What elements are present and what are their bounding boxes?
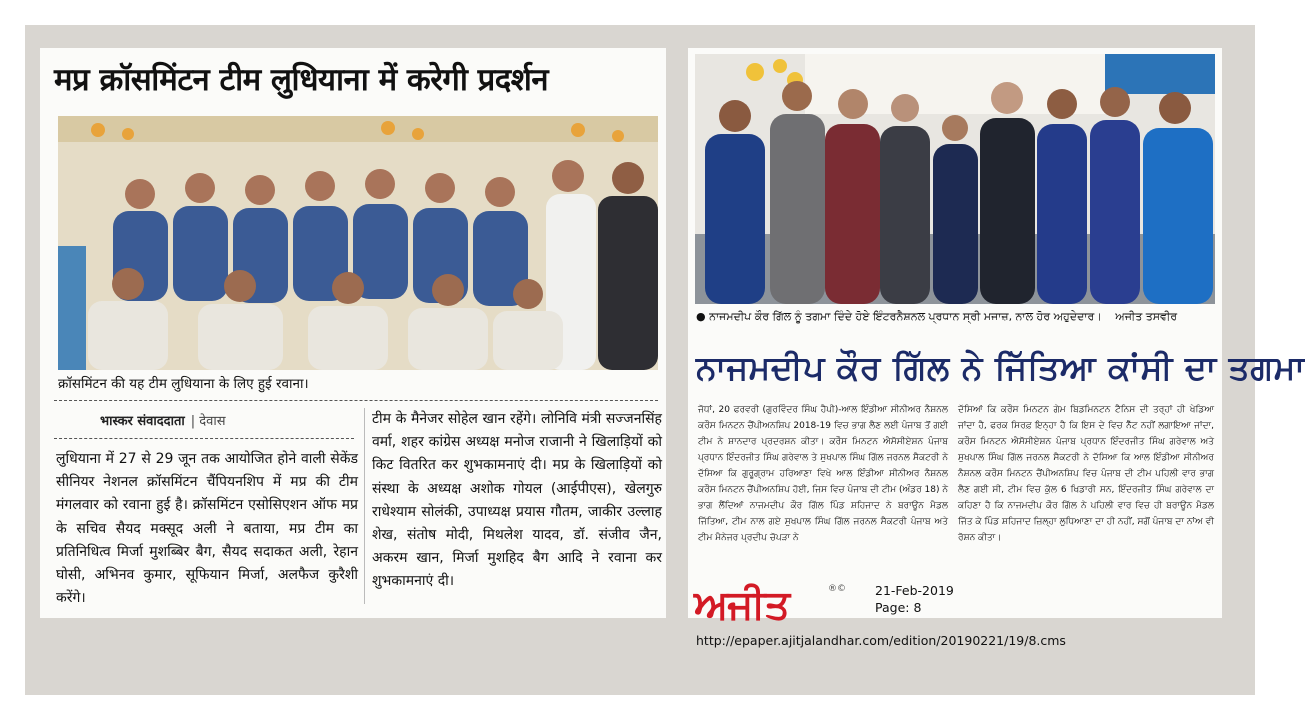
- team-photo-illustration: [58, 116, 658, 370]
- byline-underline: [54, 438, 354, 439]
- medal-ceremony-photo: [695, 54, 1215, 304]
- caption-bullet-icon: ●: [696, 310, 706, 323]
- hindi-body-column-2: टीम के मैनेजर सोहेल खान रहेंगे। लोनिवि मंत्री सज्जनसिंह वर्मा, शहर कांग्रेस अध्यक्ष मनोज राजानी ने खिलाड़ियों को किट वितरित कर शुभकामनाएं दी। मप्र के खिलाड़ियों को संस्था के अध्यक्ष अशोक गोयल (आईपीएस), खेलगुरु राधेश्याम सोलंकी, उपाध्यक्ष प्रयास गौतम, जाकीर उल्लाह शेख, संतोष मोदी, मिथलेश यादव, डॉ. संजीव जैन, अकरम खान, मिर्जा मुशहिद बैग आदि ने रवाना कर शुभकामनाएं दी।: [372, 411, 662, 590]
- punjabi-headline: ਨਾਜਮਦੀਪ ਕੌਰ ਗਿੱਲ ਨੇ ਜਿੱਤਿਆ ਕਾਂਸੀ ਦਾ ਤਗਮਾ: [696, 348, 1305, 387]
- hindi-photo-caption: क्रॉसमिंटन की यह टीम लुधियाना के लिए हुई रवाना।: [58, 376, 309, 392]
- hindi-headline: मप्र क्रॉसमिंटन टीम लुधियाना में करेगी प्रदर्शन: [54, 62, 549, 98]
- byline: [100, 411, 226, 429]
- ceremony-photo-illustration: [695, 54, 1215, 304]
- photo-credit: ਅਜੀਤ ਤਸਵੀਰ: [1115, 310, 1178, 323]
- epaper-url: http://epaper.ajitjalandhar.com/edition/20190221/19/8.cms: [696, 633, 1066, 648]
- punjabi-body-column-2: ਦੱਸਿਆਂ ਕਿ ਕਰੌਸ ਮਿਨਟਨ ਗੇਮ ਬਿਡਮਿਨਟਨ ਟੈਨਿਸ ਦੀ ਤਰ੍ਹਾਂ ਹੀ ਖੇਡਿਆ ਜਾਂਦਾ ਹੈ, ਫਰਕ ਸਿਰਫ਼ ਇਨ੍ਹਾ ਹੈ ਕਿ ਇਸ ਦੇ ਵਿਚ ਨੈੱਟ ਨਹੀਂ ਲਗਾਇਆ ਜਾਂਦਾ, ਕਰੌਸ ਮਿਨਟਨ ਐਸੋਸੀਏਸ਼ਨ ਪੰਜਾਬ ਪ੍ਰਧਾਨ ਇੰਦਰਜੀਤ ਸਿੰਘ ਗਰੇਵਾਲ ਅਤੇ ਸੁਖਪਾਲ ਸਿੰਘ ਗਿੱਲ ਜਰਨਲ ਸੈਕਟਰੀ ਨੇ ਦੱਸਿਆ ਕਿ ਆਲ ਇੰਡੀਆ ਸੀਨੀਅਰ ਨੈਸ਼ਨਲ ਕਰੌਸ ਮਿਨਟਨ ਚੈਂਪੀਅਨਸ਼ਿਪ ਵਿਚ ਪੰਜਾਬ ਦੀ ਟੀਮ ਪਹਿਲੀ ਵਾਰ ਭਾਗ ਲੈਣ ਗਈ ਸੀ, ਟੀਮ ਵਿਚ ਕੁੱਲ 6 ਖਿਡਾਰੀ ਸਨ, ਇੰਦਰਜੀਤ ਸਿੰਘ ਗਰੇਵਾਲ ਦਾ ਕਹਿਣਾ ਹੈ ਕਿ ਨਾਜਮਦੀਪ ਕੌਰ ਗਿੱਲ ਨੇ ਪਹਿਲੀ ਵਾਰ ਵਿਚ ਹੀ ਬਰਾਊਨ ਮੈਡਲ ਜਿੱਤ ਕੇ ਪਿੰਡ ਸ਼ਹਿਜਾਦ ਜ਼ਿਲ੍ਹਾ ਲੁਧਿਆਣਾ ਦਾ ਹੀ ਨਹੀਂ, ਸਗੋਂ ਪੰਜਾਬ ਦਾ ਨਾਂਅ ਵੀ ਰੋਸ਼ਨ ਕੀਤਾ।: [958, 405, 1214, 543]
- column-separator: [364, 408, 365, 604]
- edition-page: Page: 8: [875, 600, 922, 615]
- byline-name: भास्कर संवाददाता: [100, 414, 185, 429]
- separator-dashed: [54, 400, 658, 401]
- punjabi-news-clipping: [688, 48, 1305, 648]
- caption-text: ਨਾਜਮਦੀਪ ਕੌਰ ਗਿੱਲ ਨੂੰ ਤਗਮਾ ਦਿੰਦੇ ਹੋਏ ਇੰਟਰਨੈਸ਼ਨਲ ਪ੍ਰਧਾਨ ਸ੍ਰੀ ਮਜਾਜ਼, ਨਾਲ ਹੋਰ ਅਹੁਦੇਦਾਰ।: [709, 310, 1102, 323]
- hindi-body-column-1: लुधियाना में 27 से 29 जून तक आयोजित होने वाली सेकेंड सीनियर नेशनल क्रॉसमिंटन चैंपियनशिप में मप्र की टीम मंगलवार को रवाना हुई है। क्रॉसमिंटन एसोसिएशन ऑफ मप्र के सचिव सैयद मक्सूद अली ने बताया, मप्र टीम का प्रतिनिधित्व मिर्जा मुशब्बिर बैग, सैयद सदाकत अली, रेहान घोसी, अभिनव कुमार, सूफियान मिर्जा, अलफैज कुरैशी करेंगे।: [56, 451, 358, 607]
- edition-info: [875, 582, 954, 616]
- hindi-news-clipping: [40, 48, 666, 618]
- punjabi-body-column-1: ਜੋਧਾਂ, 20 ਫਰਵਰੀ (ਗੁਰਵਿੰਦਰ ਸਿੰਘ ਹੈਪੀ)-ਆਲ ਇੰਡੀਆ ਸੀਨੀਅਰ ਨੈਸ਼ਨਲ ਕਰੌਸ ਮਿਨਟਨ ਚੈਂਪੀਅਨਸ਼ਿਪ 2018-19 ਵਿਚ ਭਾਗ ਲੈਣ ਲਈ ਪੰਜਾਬ ਤੋਂ ਗਈ ਟੀਮ ਨੇ ਸ਼ਾਨਦਾਰ ਪ੍ਰਦਰਸ਼ਨ ਕੀਤਾ। ਕਰੌਸ ਮਿਨਟਨ ਐਸੋਸੀਏਸ਼ਨ ਪੰਜਾਬ ਪ੍ਰਧਾਨ ਇੰਦਰਜੀਤ ਸਿੰਘ ਗਰੇਵਾਲ ਤੇ ਸੁਖਪਾਲ ਸਿੰਘ ਗਿੱਲ ਜਰਨਲ ਸੈਕਟਰੀ ਨੇ ਦੱਸਿਆ ਕਿ ਗੁਰੂਗ੍ਰਾਮ ਹਰਿਆਣਾ ਵਿਖੇ ਆਲ ਇੰਡੀਆ ਸੀਨੀਅਰ ਨੈਸ਼ਨਲ ਕਰੌਸ ਮਿਨਟਨ ਚੈਂਪੀਅਨਸ਼ਿਪ ਹੋਈ, ਜਿਸ ਵਿਚ ਪੰਜਾਬ ਦੀ ਟੀਮ (ਅੰਡਰ 18) ਨੇ ਭਾਗ ਲੈਂਦਿਆਂ ਨਾਜਮਦੀਪ ਕੌਰ ਗਿੱਲ ਪਿੰਡ ਸ਼ਹਿਜਾਦ ਨੇ ਬਰਾਊਨ ਮੈਡਲ ਜਿੱਤਿਆ, ਟੀਮ ਨਾਲ ਗਏ ਸੁਖਪਾਲ ਸਿੰਘ ਗਿੱਲ ਜਰਨਲ ਸੈਕਟਰੀ ਪੰਜਾਬ ਅਤੇ ਟੀਮ ਮੈਨੇਜਰ ਪ੍ਰਦੀਪ ਚੋਪੜਾ ਨੇ: [698, 405, 948, 543]
- ajit-logo: ਅਜੀਤ: [694, 582, 790, 628]
- punjabi-photo-caption: [696, 310, 1177, 324]
- team-group-photo: [58, 116, 658, 370]
- byline-place: | देवास: [190, 414, 226, 429]
- registered-mark: ®©: [828, 584, 846, 594]
- edition-date: 21-Feb-2019: [875, 583, 954, 598]
